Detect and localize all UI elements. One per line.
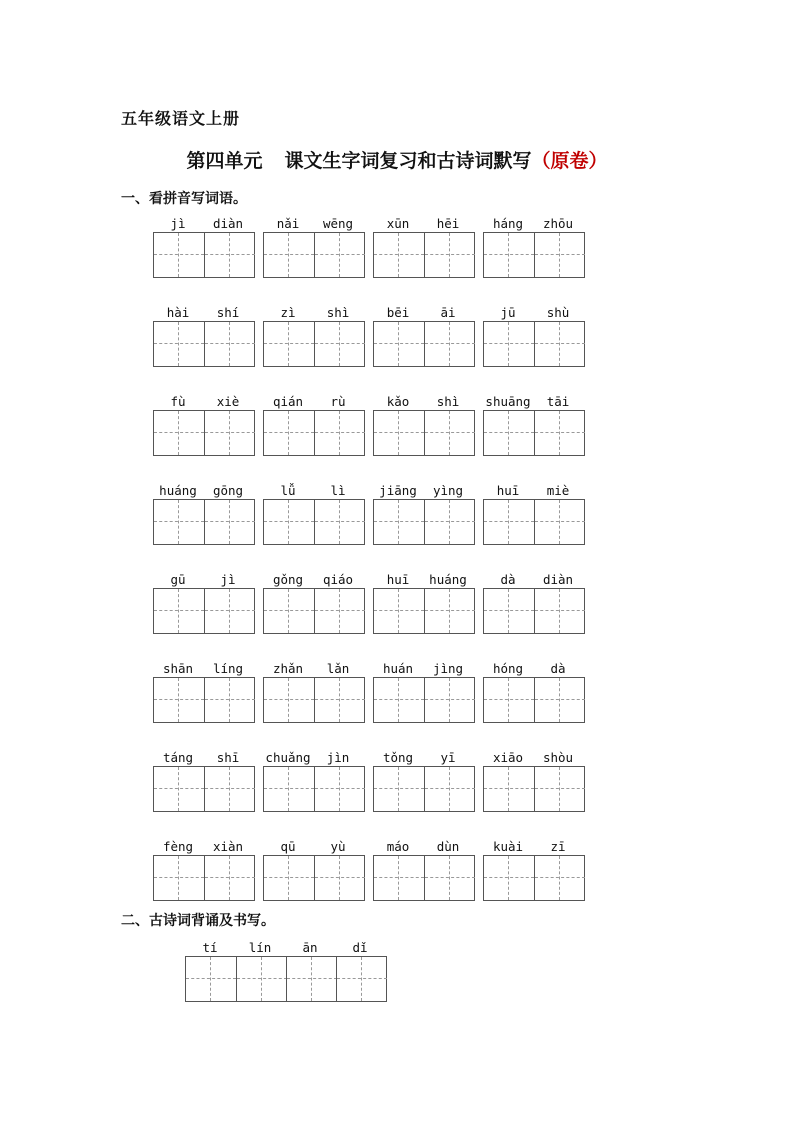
pinyin-label: yìng <box>432 483 464 498</box>
writing-cell[interactable] <box>236 957 287 1001</box>
pinyin-label: rù <box>330 394 346 409</box>
pinyin-label: tāi <box>546 394 570 409</box>
writing-cell[interactable] <box>374 856 424 900</box>
tian-grid-box <box>153 677 255 723</box>
writing-cell[interactable] <box>314 767 365 811</box>
writing-cell[interactable] <box>264 322 314 366</box>
tian-grid-box <box>483 410 585 456</box>
pinyin-label: dǐ <box>352 940 368 955</box>
writing-cell[interactable] <box>204 322 255 366</box>
tian-grid-box <box>373 766 475 812</box>
pinyin-label: lǎn <box>326 661 350 676</box>
writing-cell[interactable] <box>154 678 204 722</box>
pinyin-label: chuǎng <box>265 750 311 765</box>
writing-cell[interactable] <box>374 322 424 366</box>
writing-cell[interactable] <box>424 767 475 811</box>
tian-grid-box <box>483 677 585 723</box>
writing-cell[interactable] <box>534 767 585 811</box>
unit-label: 第四单元 <box>186 150 263 172</box>
writing-cell[interactable] <box>534 500 585 544</box>
edition-tag: （原卷） <box>531 150 608 172</box>
pinyin-label: lǚ <box>280 483 296 498</box>
pinyin-label: shuāng <box>485 394 531 409</box>
tian-grid-box <box>373 588 475 634</box>
writing-cell[interactable] <box>484 411 534 455</box>
writing-cell[interactable] <box>264 500 314 544</box>
pinyin-label: nǎi <box>276 216 300 231</box>
pinyin-label: dà <box>550 661 566 676</box>
section-2-heading: 二、古诗词背诵及书写。 <box>121 913 275 929</box>
writing-cell[interactable] <box>204 589 255 633</box>
pinyin-label: lì <box>330 483 346 498</box>
pinyin-label: wēng <box>322 216 354 231</box>
word-row <box>153 483 593 545</box>
pinyin-label: tí <box>202 940 218 955</box>
pinyin-label: máo <box>386 839 410 854</box>
pinyin-label: táng <box>162 750 194 765</box>
tian-grid-box <box>483 499 585 545</box>
writing-cell[interactable] <box>154 500 204 544</box>
tian-grid-box <box>153 410 255 456</box>
writing-cell[interactable] <box>424 678 475 722</box>
writing-cell[interactable] <box>484 589 534 633</box>
writing-cell[interactable] <box>264 678 314 722</box>
writing-cell[interactable] <box>314 411 365 455</box>
pinyin-label: bēi <box>386 305 410 320</box>
word-row <box>153 216 593 278</box>
writing-cell[interactable] <box>424 233 475 277</box>
writing-cell[interactable] <box>424 500 475 544</box>
word-row <box>153 661 593 723</box>
writing-cell[interactable] <box>374 767 424 811</box>
tian-grid-box <box>153 232 255 278</box>
pinyin-label: xiāo <box>492 750 524 765</box>
pinyin-label: ān <box>302 940 318 955</box>
pinyin-label: diàn <box>542 572 574 587</box>
title-text: 课文生字词复习和古诗词默写 <box>284 150 532 172</box>
pinyin-label: shì <box>436 394 460 409</box>
pinyin-label: hóng <box>492 661 524 676</box>
pinyin-label: hài <box>166 305 190 320</box>
pinyin-label: hēi <box>436 216 460 231</box>
writing-cell[interactable] <box>374 500 424 544</box>
writing-cell[interactable] <box>264 589 314 633</box>
pinyin-label: háng <box>492 216 524 231</box>
writing-cell[interactable] <box>374 411 424 455</box>
writing-cell[interactable] <box>424 589 475 633</box>
tian-grid-box <box>483 232 585 278</box>
word-row <box>153 750 593 812</box>
pinyin-label: jìng <box>432 661 464 676</box>
pinyin-label: xiè <box>216 394 240 409</box>
pinyin-label: jiāng <box>379 483 417 498</box>
tian-grid-box <box>263 766 365 812</box>
writing-cell[interactable] <box>286 957 337 1001</box>
writing-cell[interactable] <box>264 767 314 811</box>
tian-grid-box <box>483 855 585 901</box>
tian-grid-box <box>153 588 255 634</box>
tian-grid-box <box>153 766 255 812</box>
writing-cell[interactable] <box>484 500 534 544</box>
writing-cell[interactable] <box>264 233 314 277</box>
writing-cell[interactable] <box>154 322 204 366</box>
writing-cell[interactable] <box>204 767 255 811</box>
pinyin-label: yù <box>330 839 346 854</box>
tian-grid-box <box>263 677 365 723</box>
writing-cell[interactable] <box>186 957 236 1001</box>
tian-grid-box <box>263 588 365 634</box>
tian-grid-box <box>153 321 255 367</box>
writing-cell[interactable] <box>374 233 424 277</box>
pinyin-label: dà <box>500 572 516 587</box>
pinyin-label: huī <box>496 483 520 498</box>
writing-cell[interactable] <box>424 322 475 366</box>
tian-grid-box <box>263 410 365 456</box>
pinyin-label: āi <box>440 305 456 320</box>
pinyin-label: fèng <box>162 839 194 854</box>
writing-cell[interactable] <box>314 500 365 544</box>
writing-cell[interactable] <box>424 411 475 455</box>
tian-grid-box <box>263 232 365 278</box>
pinyin-label: huī <box>386 572 410 587</box>
pinyin-label: shān <box>162 661 194 676</box>
writing-cell[interactable] <box>314 678 365 722</box>
writing-cell[interactable] <box>374 589 424 633</box>
writing-cell[interactable] <box>424 856 475 900</box>
pinyin-label: gǒng <box>272 572 304 587</box>
writing-cell[interactable] <box>154 233 204 277</box>
writing-cell[interactable] <box>534 678 585 722</box>
pinyin-label: kuài <box>492 839 524 854</box>
tian-grid-box <box>263 499 365 545</box>
pinyin-label: jì <box>170 216 186 231</box>
pinyin-label: zì <box>280 305 296 320</box>
word-row <box>153 305 593 367</box>
pinyin-label: huáng <box>159 483 197 498</box>
poem-title-row <box>185 940 625 1002</box>
tian-grid-box <box>263 855 365 901</box>
pinyin-label: xiàn <box>212 839 244 854</box>
pinyin-label: qiáo <box>322 572 354 587</box>
pinyin-label: yī <box>440 750 456 765</box>
writing-cell[interactable] <box>204 678 255 722</box>
tian-grid-box <box>373 677 475 723</box>
writing-cell[interactable] <box>314 856 365 900</box>
pinyin-label: shù <box>546 305 570 320</box>
tian-grid-box <box>483 321 585 367</box>
pinyin-label: gōng <box>212 483 244 498</box>
pinyin-label: zhǎn <box>272 661 304 676</box>
pinyin-label: kǎo <box>386 394 410 409</box>
tian-grid-box <box>483 588 585 634</box>
writing-cell[interactable] <box>534 233 585 277</box>
writing-cell[interactable] <box>314 589 365 633</box>
tian-grid-box <box>373 232 475 278</box>
pinyin-label: miè <box>546 483 570 498</box>
writing-cell[interactable] <box>204 411 255 455</box>
pinyin-label: lín <box>248 940 272 955</box>
tian-grid-box <box>373 499 475 545</box>
writing-cell[interactable] <box>534 322 585 366</box>
writing-cell[interactable] <box>534 856 585 900</box>
writing-cell[interactable] <box>534 589 585 633</box>
writing-cell[interactable] <box>314 233 365 277</box>
writing-cell[interactable] <box>374 678 424 722</box>
pinyin-label: qián <box>272 394 304 409</box>
pinyin-label: dùn <box>436 839 460 854</box>
pinyin-label: fù <box>170 394 186 409</box>
tian-grid-box <box>373 410 475 456</box>
writing-cell[interactable] <box>154 767 204 811</box>
tian-grid-box <box>373 855 475 901</box>
tian-grid-box <box>153 499 255 545</box>
pinyin-label: tǒng <box>382 750 414 765</box>
writing-cell[interactable] <box>314 322 365 366</box>
pinyin-label: qū <box>280 839 296 854</box>
page-title <box>0 146 794 173</box>
pinyin-label: shì <box>326 305 350 320</box>
writing-cell[interactable] <box>484 856 534 900</box>
pinyin-label: huáng <box>429 572 467 587</box>
word-row <box>153 839 593 901</box>
writing-cell[interactable] <box>484 678 534 722</box>
pinyin-label: diàn <box>212 216 244 231</box>
writing-cell[interactable] <box>154 589 204 633</box>
pinyin-label: huán <box>382 661 414 676</box>
tian-grid-box <box>263 321 365 367</box>
pinyin-label: shòu <box>542 750 574 765</box>
writing-cell[interactable] <box>336 957 387 1001</box>
writing-cell[interactable] <box>264 411 314 455</box>
writing-cell[interactable] <box>204 233 255 277</box>
pinyin-label: shí <box>216 305 240 320</box>
pinyin-label: jì <box>220 572 236 587</box>
pinyin-label: shī <box>216 750 240 765</box>
pinyin-label: xūn <box>386 216 410 231</box>
grade-label: 五年级语文上册 <box>121 109 241 128</box>
writing-cell[interactable] <box>154 411 204 455</box>
word-row <box>153 572 593 634</box>
tian-grid-box <box>153 855 255 901</box>
tian-grid-box <box>483 766 585 812</box>
writing-cell[interactable] <box>154 856 204 900</box>
section-1-heading: 一、看拼音写词语。 <box>121 191 247 207</box>
pinyin-label: jìn <box>326 750 350 765</box>
pinyin-label: zhōu <box>542 216 574 231</box>
tian-grid-box <box>185 956 387 1002</box>
word-row <box>153 394 593 456</box>
writing-cell[interactable] <box>534 411 585 455</box>
tian-grid-box <box>373 321 475 367</box>
writing-cell[interactable] <box>484 767 534 811</box>
pinyin-label: líng <box>212 661 244 676</box>
writing-cell[interactable] <box>204 856 255 900</box>
pinyin-label: gū <box>170 572 186 587</box>
writing-cell[interactable] <box>484 322 534 366</box>
writing-cell[interactable] <box>264 856 314 900</box>
pinyin-label: jū <box>500 305 516 320</box>
writing-cell[interactable] <box>204 500 255 544</box>
writing-cell[interactable] <box>484 233 534 277</box>
pinyin-label: zī <box>550 839 566 854</box>
